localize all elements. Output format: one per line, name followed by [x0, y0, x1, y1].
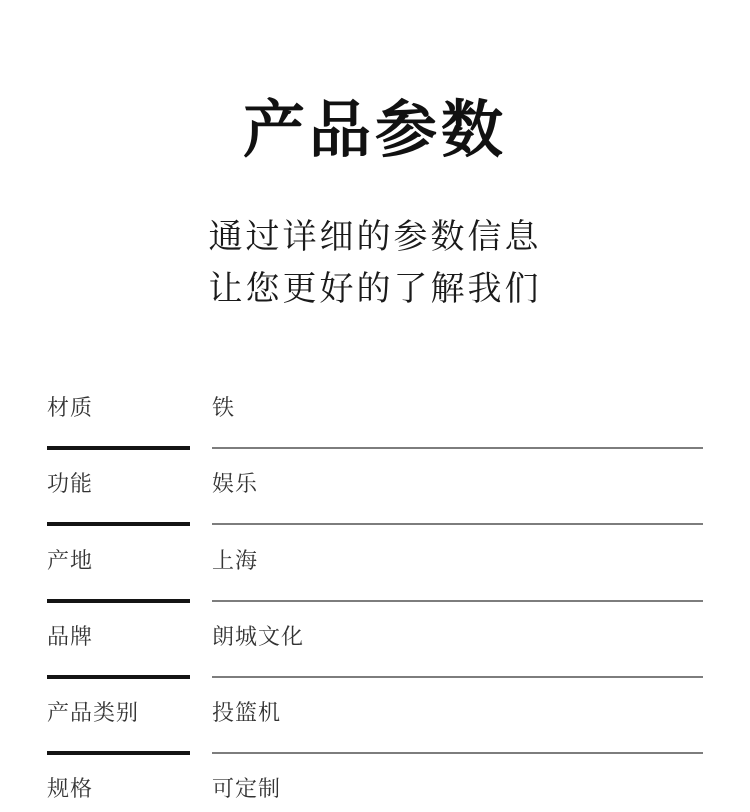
param-value-underline — [212, 771, 703, 812]
page-subtitle — [0, 211, 750, 315]
param-label-underline — [47, 390, 190, 450]
subtitle-line-2: 让您更好的了解我们 — [208, 270, 542, 308]
param-value-underline — [212, 390, 703, 449]
table-row-category — [0, 695, 750, 771]
param-label-underline — [47, 695, 190, 755]
page-title: 产品参数 — [242, 96, 507, 165]
param-value-underline — [212, 466, 703, 525]
param-label-underline — [47, 543, 190, 603]
table-row-material — [0, 390, 750, 466]
table-row-spec — [0, 771, 750, 812]
param-value-underline — [212, 543, 703, 602]
table-row-origin — [0, 543, 750, 619]
param-label-underline — [47, 619, 190, 679]
param-value: 娱乐 — [212, 471, 259, 497]
param-value-underline — [212, 619, 703, 678]
param-label: 材质 — [47, 395, 94, 420]
param-label: 规格 — [47, 776, 94, 802]
param-value: 朗城文化 — [212, 623, 305, 649]
param-value-underline — [212, 695, 703, 754]
parameters-table — [0, 390, 750, 812]
param-value: 上海 — [212, 547, 259, 573]
param-value: 铁 — [212, 395, 236, 420]
param-label: 功能 — [47, 471, 94, 497]
param-label-underline — [47, 466, 190, 526]
param-label: 产地 — [47, 547, 94, 573]
subtitle-line-1: 通过详细的参数信息 — [208, 218, 542, 256]
param-label: 品牌 — [47, 623, 94, 649]
table-row-function — [0, 466, 750, 542]
param-label-underline — [47, 771, 190, 812]
param-value: 投篮机 — [212, 700, 282, 726]
param-value: 可定制 — [212, 776, 282, 802]
param-label: 产品类别 — [47, 700, 140, 726]
table-row-brand — [0, 619, 750, 695]
